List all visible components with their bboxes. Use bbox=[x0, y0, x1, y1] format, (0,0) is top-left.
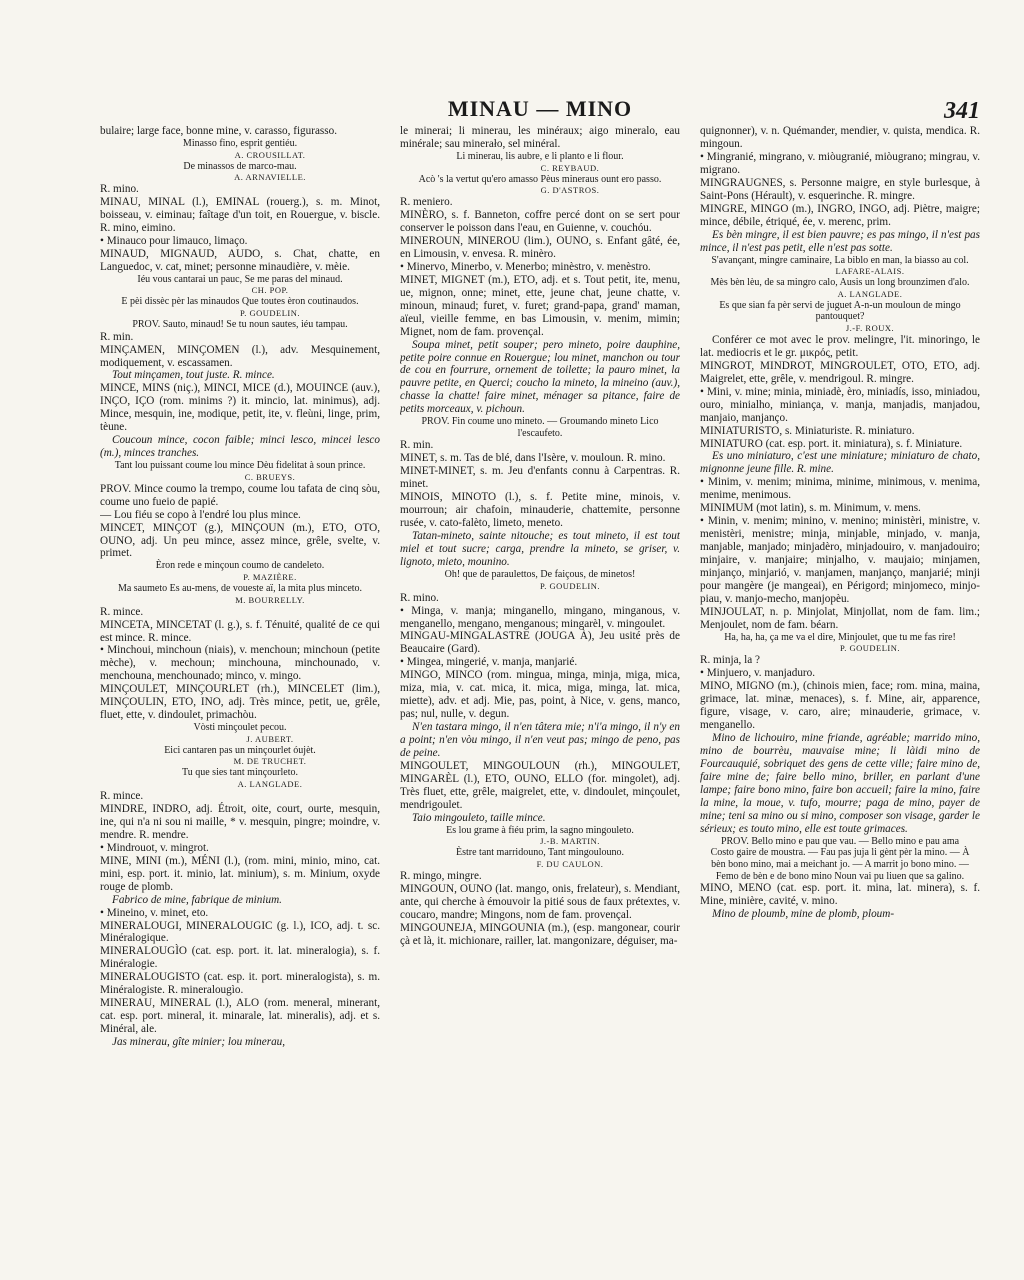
attribution: J.-B. MARTIN. bbox=[540, 836, 600, 847]
dictionary-entry: MINGO, MINCO (rom. mingua, minga, minja, miga, mica, miza, mia, v. cat. mica, it. mica, miga, minga, lat. mica, miette), adv. et adj. Mie, pas, point, à Nice, v. gens, manco, pas; nul, nulle, v. degun. bbox=[400, 669, 680, 721]
attribution: C. BRUEYS. bbox=[244, 471, 296, 482]
dictionary-entry: Conférer ce mot avec le prov. melingre, l'it. minoringo, le lat. mediocris et le gr. μικρός, petit. bbox=[700, 333, 980, 359]
quotation: Li minerau, lis aubre, e li planto e li flour. bbox=[456, 150, 624, 162]
dictionary-entry: MINCETA, MINCETAT (l. g.), s. f. Ténuité, qualité de ce qui est mince. R. mince. bbox=[100, 618, 380, 644]
attribution: J.-F. ROUX. bbox=[845, 322, 895, 333]
dictionary-entry: Mino de ploumb, mine de plomb, ploum- bbox=[712, 908, 895, 921]
dictionary-entry: MINOIS, MINOTO (l.), s. f. Petite mine, minois, v. mourroun; air chafoin, minauderie, chattemite, personne rusée, v. cato-falèto, limeto, meneto. bbox=[400, 491, 680, 530]
attribution: M. BOURRELLY. bbox=[235, 594, 305, 605]
dictionary-entry: Fabrico de mine, fabrique de minium. bbox=[112, 893, 282, 906]
dictionary-entry: MINET, s. m. Tas de blé, dans l'Isère, v. mouloun. R. mino. bbox=[400, 452, 666, 465]
dictionary-entry: MINÇOULET, MINÇOURLET (rh.), MINCELET (lim.), MINÇOULIN, ETO, INO, adj. Très mince, petit, ue, grêle, fluet, ette, v. dindoulet, primachòu. bbox=[100, 683, 380, 722]
quotation: Acò 's la vertut qu'ero amasso Pèus mineraus ount ero passo. bbox=[418, 173, 662, 185]
column-right bbox=[700, 125, 980, 1225]
quotation: Ma saumeto Es au-mens, de voueste aï, la mita plus minceto. bbox=[117, 583, 363, 595]
dictionary-entry: MINGOUNEJA, MINGOUNIA (m.), (esp. mangonear, courir çà et là, it. michionare, railler, lat. mangonizare, déguiser, ma- bbox=[400, 921, 680, 947]
quotation: Vòsti minçoulet pecou. bbox=[193, 722, 287, 734]
dictionary-entry: R. mince. bbox=[100, 605, 144, 618]
quotation: Es que sian fa pèr servi de juguet A-n-un mouloun de mingo pantouquet? bbox=[719, 299, 961, 323]
quotation: Èstre tant marridouno, Tant mingoulouno. bbox=[456, 847, 624, 859]
quotation: Minasso fino, esprit gentiéu. bbox=[182, 137, 298, 149]
quotation: Èron rede e minçoun coumo de candeleto. bbox=[155, 560, 325, 572]
quotation: Iéu vous cantarai un pauc, Se me paras del minaud. bbox=[137, 273, 343, 285]
dictionary-entry: MINEROUN, MINEROU (lim.), OUNO, s. Enfant gâté, ée, en Limousin, v. envesa. R. minèro. bbox=[400, 234, 680, 260]
dictionary-entry: • Mingranié, mingrano, v. miòugranié, miòugrano; mingrau, v. migrano. bbox=[700, 150, 980, 176]
dictionary-entry: MINE, MINI (m.), MÉNI (l.), (rom. mini, minio, mino, cat. mini, esp. port. it. minio, lat. minium), s. m. Minium, oxyde rouge de plomb. bbox=[100, 854, 380, 893]
attribution: F. DU CAULON. bbox=[536, 858, 604, 869]
dictionary-entry: MINIATURO (cat. esp. port. it. miniatura), s. f. Miniature. bbox=[700, 437, 963, 450]
dictionary-entry: MINGRAUGNES, s. Personne maigre, en style burlesque, à Saint-Pons (Hérault), v. esquerinche. R. mingre. bbox=[700, 176, 980, 202]
attribution: G. D'ASTROS. bbox=[540, 185, 600, 196]
dictionary-entry: Taio mingouleto, taille mince. bbox=[412, 811, 546, 824]
quotation: Es lou grame à fiéu prim, la sagno mingouleto. bbox=[446, 824, 634, 836]
dictionary-entry: • Mini, v. mine; minia, miniadè, èro, miniadís, isso, miniadou, ouro, minialho, miniança, v. manja, manjadis, manjadou, manjaio, manjanço. bbox=[700, 385, 980, 424]
dictionary-entry: MINGRE, MINGO (m.), INGRO, INGO, adj. Piètre, maigre; mince, débile, étriqué, ée, v. merenc, prim. bbox=[700, 202, 980, 228]
quotation: Tant lou puissant coume lou mince Dèu fidelitat à soun prince. bbox=[114, 460, 366, 472]
dictionary-entry: MINET, MIGNET (m.), ETO, adj. et s. Tout petit, ite, menu, ue, mignon, onne; minet, ette, jeune chat, jeune chatte, v. minoun, minaud; furet, v. furet; grand-papa, grand' maman, aïeul, vieille femme, en bas Limousin, v. menim, mimin; Mignet, nom de fam. provençal. bbox=[400, 273, 680, 338]
dictionary-entry: R. mino. bbox=[400, 591, 439, 604]
dictionary-entry: R. mince. bbox=[100, 789, 144, 802]
dictionary-entry: le minerai; li minerau, les minéraux; aigo mineralo, eau minérale; sau minerało, sel minéral. bbox=[400, 125, 680, 150]
dictionary-entry: MINAUD, MIGNAUD, AUDO, s. Chat, chatte, en Languedoc, v. cat, minet; personne minaudière, v. mèie. bbox=[100, 247, 380, 273]
attribution: P. GOUDELIN. bbox=[239, 308, 301, 318]
dictionary-entry: quignonner), v. n. Quémander, mendier, v. quista, mendica. R. mingoun. bbox=[700, 125, 980, 150]
column-left bbox=[100, 125, 380, 1225]
quotation: Eici cantaren pas un minçourlet óujèt. bbox=[164, 744, 316, 756]
dictionary-entry: • Minga, v. manja; minganello, mingano, minganous, v. menganello, mengano, menganous; mingarèl, v. mingoulet. bbox=[400, 604, 680, 630]
quotation: PROV. Fin coume uno mineto. — Groumando mineto Lico l'escaufeto. bbox=[421, 416, 659, 439]
attribution: M. DE TRUCHET. bbox=[233, 756, 307, 767]
dictionary-entry: R. meniero. bbox=[400, 196, 453, 209]
dictionary-entry: • Minjuero, v. manjaduro. bbox=[700, 667, 816, 680]
dictionary-entry: MINIATURISTO, s. Miniaturiste. R. miniaturo. bbox=[700, 424, 915, 437]
dictionary-entry: MINJOULAT, n. p. Minjolat, Minjollat, nom de fam. lim.; Menjoulet, nom de fam. béarn. bbox=[700, 605, 980, 631]
dictionary-entry: • Mindrouot, v. mingrot. bbox=[100, 841, 209, 854]
dictionary-entry: Tout minçamen, tout juste. R. mince. bbox=[112, 369, 275, 382]
dictionary-entry: Mino de lichouiro, mine friande, agréable; marrido mino, mino de bourrèu, mauvaise mine; li làidi mino de Fourcauquié, sobriquet des gens de cette ville; faire mino de, faire mine de; faire bello mino, briller, en parlant d'une lampe; faire bono mino, faire bon accueil; faire la mino, faire la mine, la moue, v. tufo, mourre; paga de mino, payer de mine; teni sa mino ou si mino, composer son visage, garder le sérieux; es touto mino, elle est toute grimaces. bbox=[700, 732, 980, 835]
page-header bbox=[100, 96, 980, 126]
quotation: Oh! que de paraulettos, De faiçous, de minetos! bbox=[444, 569, 636, 581]
dictionary-entry: MINO, MIGNO (m.), (chinois mien, face; rom. mina, maina, grimace, lat. minæ, menaces), s. f. Mine, air, apparence, figure, visage, v. caro, aire; minauderie, grimace, v. menganello. bbox=[700, 680, 980, 732]
attribution: A. CROUSILLAT. bbox=[234, 149, 306, 160]
dictionary-entry: MINGOULET, MINGOULOUN (rh.), MINGOULET, MINGARÈL (l.), ETO, OUNO, ELLO (for. mingolet), adj. Très fluet, ette, grêle, maigrelet, ette, v. dindoulet, minçoulet, mendrigoulet. bbox=[400, 760, 680, 811]
quotation: E pèi dissèc pèr las minaudos Que toutes èron coutinaudos. bbox=[121, 296, 359, 308]
dictionary-entry: MINCET, MINÇOT (g.), MINÇOUN (m.), ETO, OTO, OUNO, adj. Un peu mince, assez mince, grêle, svelte, v. primet. bbox=[100, 521, 380, 560]
dictionary-entry: MINGAU-MINGALASTRE (JOUGA À), Jeu usité près de Beaucaire (Gard). bbox=[400, 630, 680, 656]
quotation: Mès bèn lèu, de sa mingro calo, Ausis un long brounzimen d'alo. bbox=[710, 277, 970, 289]
column-middle bbox=[400, 125, 680, 1225]
attribution: J. AUBERT. bbox=[246, 733, 294, 744]
dictionary-entry: MINIMUM (mot latin), s. m. Minimum, v. mens. bbox=[700, 502, 921, 515]
dictionary-entry: • Minauco pour limauco, limaço. bbox=[100, 234, 248, 247]
dictionary-entry: • Minchoui, minchoun (niais), v. menchoun; minchoun (petite mèche), v. mechoun; minchouna, minchounado, v. menchouna, menchounado; minco, v. mingo. bbox=[100, 644, 380, 683]
dictionary-entry: Tatan-mineto, sainte nitouche; es tout mineto, il est tout miel et tout sucre; carga, prendre la mineto, se griser, v. lignoto, mieto, mounino. bbox=[400, 530, 680, 569]
dictionary-entry: MINERALOUGISTO (cat. esp. it. port. mineralogista), s. m. Minéralogiste. R. mineralougìo. bbox=[100, 971, 380, 997]
dictionary-entry: R. minja, la ? bbox=[700, 654, 760, 667]
dictionary-entry: MINET-MINET, s. m. Jeu d'enfants connu à Carpentras. R. minet. bbox=[400, 465, 680, 491]
dictionary-entry: Es uno miniaturo, c'est une miniature; miniaturo de chato, mignonne jeune fille. R. mine. bbox=[700, 450, 980, 476]
dictionary-entry: MINAU, MINAL (l.), EMINAL (rouerg.), s. m. Minot, boisseau, v. eiminau; faîtage d'un toit, en Rouergue, v. biscle. R. mino, eimino. bbox=[100, 196, 380, 234]
attribution: CH. POP. bbox=[251, 285, 289, 296]
dictionary-entry: MINERAU, MINERAL (l.), ALO (rom. meneral, minerant, cat. esp. port. mineral, it. minarale, lat. mineralis), adj. et s. Minéral, ale. bbox=[100, 997, 380, 1036]
quotation: PROV. Bello mino e pau que vau. — Bello mino e pau ama Costo gaire de moustra. — Fau pas juja li gènt pèr la mino. — À bèn bono mino, mai a meichant jo. — A marrit jo bono mino. — Femo de bèn e de bono mino Noun vai pu liuen que sa galino. bbox=[710, 835, 970, 882]
attribution: C. REYBAUD. bbox=[540, 162, 600, 173]
dictionary-entry: Jas minerau, gîte minier; lou minerau, bbox=[112, 1036, 286, 1049]
dictionary-entry: MINO, MENO (cat. esp. port. it. mina, lat. minera), s. f. Mine, minière, cavité, v. mino. bbox=[700, 882, 980, 908]
quotation: PROV. Sauto, minaud! Se tu noun sautes, iéu tampau. bbox=[132, 319, 348, 330]
dictionary-entry: MINERALOUGÌO (cat. esp. port. it. lat. mineralogia), s. f. Minéralogie. bbox=[100, 945, 380, 971]
dictionary-entry: • Minervo, Minerbo, v. Menerbo; minèstro, v. menèstro. bbox=[400, 260, 651, 273]
running-head: MINAU — MINO bbox=[447, 96, 633, 121]
dictionary-entry: N'en tastara mingo, il n'en tâtera mie; n'i'a mingo, il n'y en a point; n'en vòu mingo, il n'en veut pas; mingo de peno, pas de peine. bbox=[400, 721, 680, 760]
text-columns bbox=[100, 125, 980, 1225]
attribution: LAFARE-ALAIS. bbox=[835, 266, 905, 277]
dictionary-entry: MINGROT, MINDROT, MINGROULET, OTO, ETO, adj. Maigrelet, ette, grêle, v. mendrigoul. R. mingre. bbox=[700, 359, 980, 385]
attribution: P. GOUDELIN. bbox=[539, 580, 601, 591]
dictionary-entry: • Mineino, v. minet, eto. bbox=[100, 906, 209, 919]
quotation: Ha, ha, ha, ça me va el dire, Minjoulet, que tu me fas rire! bbox=[724, 631, 956, 643]
dictionary-entry: • Mingea, mingerié, v. manja, manjarié. bbox=[400, 656, 578, 669]
dictionary-entry: MINÈRO, s. f. Banneton, coffre percé dont on se sert pour conserver le poisson dans l'eau, en Guienne, v. couchóu. bbox=[400, 209, 680, 234]
attribution: A. ARNAVIELLE. bbox=[234, 172, 306, 183]
dictionary-entry: R. min. bbox=[100, 330, 134, 343]
dictionary-entry: MINERALOUGI, MINERALOUGIC (g. l.), ICO, adj. t. sc. Minéralogique. bbox=[100, 919, 380, 945]
dictionary-entry: MINÇAMEN, MINÇOMEN (l.), adv. Mesquinement, modiquement, v. escassamen. bbox=[100, 343, 380, 369]
page-number: 341 bbox=[944, 98, 980, 124]
quotation: S'avançant, mingre caminaire, La biblo en man, la biasso au col. bbox=[711, 254, 969, 266]
dictionary-entry: Es bèn mingre, il est bien pauvre; es pas mingo, il n'est pas mince, il n'est pas petit, elle n'est pas sotte. bbox=[700, 228, 980, 254]
attribution: P. MAZIÈRE. bbox=[243, 572, 297, 583]
attribution: P. GOUDELIN. bbox=[839, 643, 901, 654]
attribution: A. LANGLADE. bbox=[237, 778, 303, 789]
dictionary-entry: R. min. bbox=[400, 439, 434, 452]
dictionary-entry: MINDRE, INDRO, adj. Étroit, oite, court, ourte, mesquin, ine, qui n'a ni sou ni maille, * v. mesquin, pingre; moindre, v. mendre. R. mendre. bbox=[100, 802, 380, 841]
dictionary-entry: R. mingo, mingre. bbox=[400, 869, 482, 882]
dictionary-entry: Coucoun mince, cocon faible; minci lesco, mincei lesco (m.), minces tranches. bbox=[100, 434, 380, 460]
dictionary-entry: bulaire; large face, bonne mine, v. carasso, figurasso. bbox=[100, 125, 338, 137]
dictionary-entry: • Minim, v. menim; minima, minime, minimous, v. menima, menime, menimous. bbox=[700, 476, 980, 502]
dictionary-entry: MINCE, MINS (niç.), MINCI, MICE (d.), MOUINCE (auv.), INÇO, IÇO (rom. minims ?) it. mincio, lat. minimus), adj. Mince, mesquin, ine, modique, petit, ite, v. fleùni, linge, prim, tèune. bbox=[100, 382, 380, 434]
dictionary-entry: R. mino. bbox=[100, 183, 139, 196]
quotation: Tu que sies tant minçourleto. bbox=[181, 767, 298, 779]
dictionary-entry: PROV. Mince coumo la trempo, coume lou tafata de cinq sòu, coume uno fueio de papié. bbox=[100, 482, 380, 508]
dictionary-entry: Soupa minet, petit souper; pero mineto, poire dauphine, petite poire connue en Rouergue; lou minet, manchon ou tour de cou en fourrure, ornement de toilette; la pauro minet, la pauvre petite, en Querci; coucho la mineto, la mineino (auv.), chasse la chatte! faire minet, ménager sa pitance, faire de petits morceaux, v. pichoun. bbox=[400, 338, 680, 416]
dictionary-entry: — Lou fiéu se copo à l'endré lou plus mince. bbox=[100, 508, 301, 521]
dictionary-entry: • Minin, v. menim; minino, v. menino; ministèri, ministre, v. menistèri, menistre; minja, minjable, minjado, v. manja, manjable, manjado; minjadèro, minjadouiro, v. manjadouiro; minjaire, v. manjaire; minjalho, v. maujaio; minjamen, minjanço, minjarió, v. manjamen, manjanço, manjarié; minji pour mangère (je mangeai), en Périgord; minjomeco, minjo-piau, v. manjo-mecho, manjopèu. bbox=[700, 515, 980, 605]
attribution: A. LANGLADE. bbox=[837, 288, 903, 299]
dictionary-entry: MINGOUN, OUNO (lat. mango, onis, frelateur), s. Mendiant, ante, qui cherche à émouvoir la pitié sous de faux prétextes, v. coucaro, mandre; Mingons, nom de fam. provençal. bbox=[400, 882, 680, 921]
quotation: De minassos de marco-mau. bbox=[183, 160, 297, 172]
